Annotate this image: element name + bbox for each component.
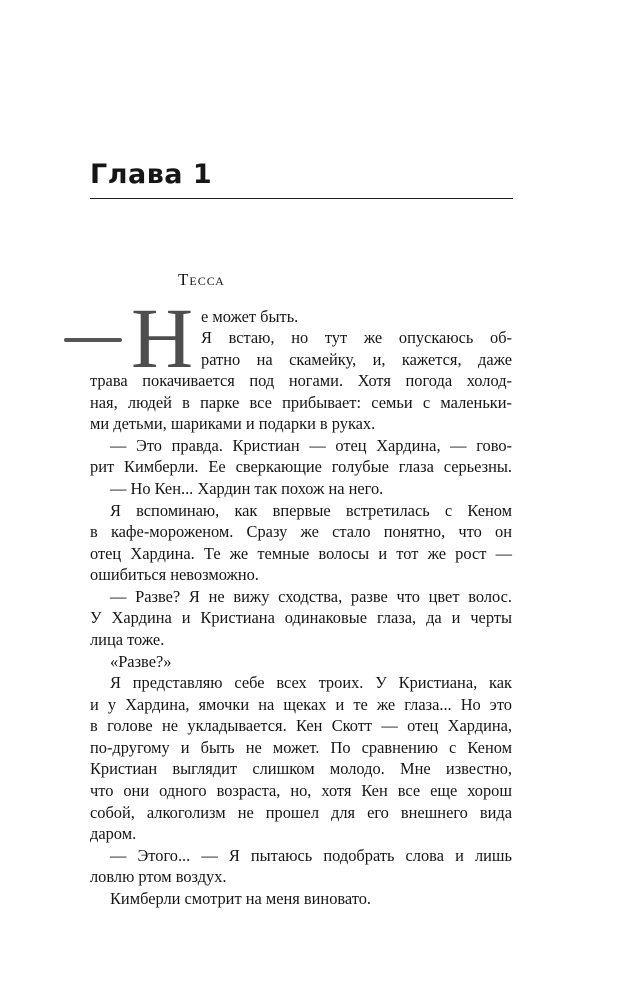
text-line: — Этого... — Я пытаюсь подобрать слова и лишь xyxy=(110,846,512,865)
text-line: — Разве? Я не вижу сходства, разве что цвет волос. xyxy=(110,587,512,606)
text-line: отец Хардина. Те же темные волосы и тот же рост — xyxy=(90,544,512,563)
text-line: ми детьми, шариками и подарки в руках. xyxy=(90,414,376,433)
text-line: «Разве?» xyxy=(110,652,172,671)
text-line: Кимберли смотрит на меня виновато. xyxy=(110,889,372,908)
text-line: У Хардина и Кристиана одинаковые глаза, да и черты xyxy=(90,608,512,627)
text-line: в голове не укладывается. Кен Скотт — отец Хардина, xyxy=(90,716,512,735)
narrator-heading: Тесса xyxy=(178,270,225,289)
text-line: по-другому и быть не может. По сравнению с Кеном xyxy=(90,738,512,757)
text-line: Я встаю, но тут же опускаюсь об- xyxy=(201,328,512,347)
text-line: — Но Кен... Хардин так похож на него. xyxy=(110,479,384,498)
chapter-divider xyxy=(90,198,513,199)
text-line: — Это правда. Кристиан — отец Хардина, — гово- xyxy=(110,436,512,455)
text-line: е может быть. xyxy=(201,307,299,326)
text-line: в кафе-мороженом. Сразу же стало понятно, что он xyxy=(90,522,512,541)
text-line: ошибиться невозможно. xyxy=(90,565,259,584)
drop-cap-letter: Н xyxy=(131,290,194,386)
drop-cap-dash xyxy=(64,338,122,342)
text-line: Я вспоминаю, как впервые встретилась с Кеном xyxy=(110,501,512,520)
text-line: собой, алкоголизм не прошел для его внешнего вида xyxy=(90,803,512,822)
text-line: трава покачивается под ногами. Хотя погода холод- xyxy=(90,371,512,390)
chapter-title: Глава 1 xyxy=(90,159,213,190)
text-line: и у Хардина, ямочки на щеках и те же глаза... Но это xyxy=(90,695,512,714)
text-line: Кристиан выглядит слишком молодо. Мне известно, xyxy=(90,759,512,778)
text-line: лица тоже. xyxy=(90,630,165,649)
text-line: ратно на скамейку, и, кажется, даже xyxy=(201,350,512,369)
text-line: Я представляю себе всех троих. У Кристиана, как xyxy=(110,673,512,692)
text-line: рит Кимберли. Ее сверкающие голубые глаза серьезны. xyxy=(90,457,512,476)
text-line: ная, людей в парке все прибывает: семьи с маленьки- xyxy=(90,393,512,412)
text-line: что они одного возраста, но, хотя Кен все еще хорош xyxy=(90,781,512,800)
text-line: даром. xyxy=(90,824,137,843)
text-line: ловлю ртом воздух. xyxy=(90,867,227,886)
